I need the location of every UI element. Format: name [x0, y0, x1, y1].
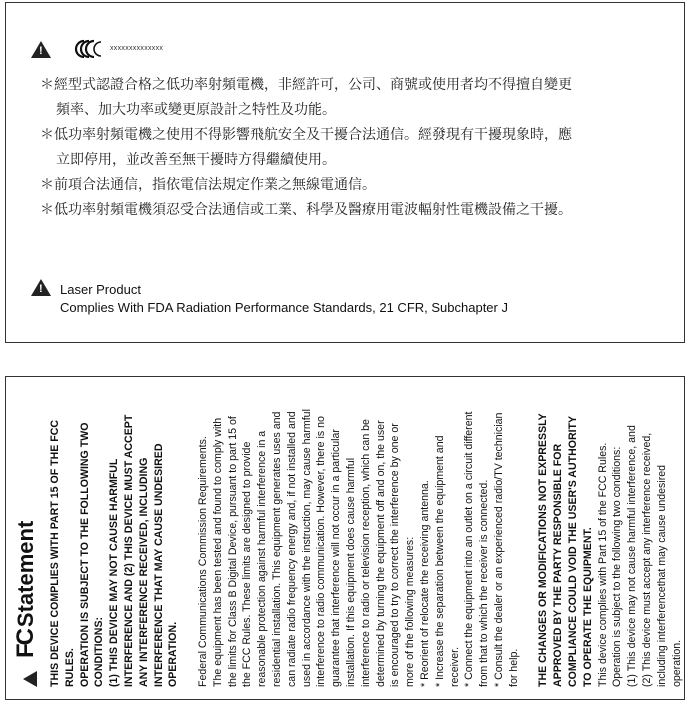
fcc-line: determined by turning the equipment off and on, the user: [374, 420, 387, 687]
ncc-laser-label-panel: [5, 2, 685, 343]
fcc-line: This device complies with Part 15 of the FCC Rules.: [596, 442, 609, 687]
fcc-line: reasonable protection against harmful interference in a: [256, 430, 269, 687]
fcc-line: THE CHANGES OR MODIFICATIONS NOT EXPRESSLY: [537, 413, 550, 687]
fcc-statement-rotated: [12, 377, 683, 687]
fcc-line: CONDITIONS:: [93, 616, 106, 687]
fcc-line: APPROVED BY THE PARTY RESPONSIBLE FOR: [552, 443, 565, 687]
fcc-line: OPERATION IS SUBJECT TO THE FOLLOWING TWO: [78, 422, 91, 687]
fcc-title: Statement: [13, 520, 38, 628]
ncc-line-6: ＊低功率射頻電機須忍受合法通信或工業、科學及醫療用電波輻射性電機設備之干擾。: [40, 202, 572, 218]
fcc-line: (2) This device must accept any interference received,: [641, 432, 653, 687]
laser-compliance-text: Complies With FDA Radiation Performance Standards, 21 CFR, Subchapter J: [60, 300, 508, 315]
fcc-line: OPERATION.: [167, 621, 180, 687]
fcc-line: ANY INTERFERENCE RECEIVED, INCLUDING: [137, 457, 150, 687]
fcc-line: including interferencethat may cause undesired: [655, 464, 668, 687]
ncc-line-2: 頻率、加大功率或變更原設計之特性及功能。: [56, 102, 336, 118]
fcc-line: more of the following measures:: [404, 536, 417, 687]
fcc-warning-icon: [23, 671, 37, 687]
fcc-line: residential installation. This equipment generates uses and: [271, 411, 283, 687]
fcc-line: (1) This device may not cause harmful interference, and: [626, 425, 639, 687]
ncc-line-1: ＊經型式認證合格之低功率射頻電機，非經許可，公司、商號或使用者均不得擅自變更: [40, 77, 572, 93]
fcc-line: the limits for Class B Digital Device, pursuant to part 15 of: [226, 416, 239, 687]
fcc-line: used in accordance with the instruction, may cause harmful: [300, 409, 313, 687]
fcc-line: can radiate radio frequency energy and, if not installed and: [285, 411, 298, 687]
fcc-line: RULES.: [63, 648, 76, 687]
fcc-line: INTERFERENCE AND (2) THIS DEVICE MUST ACCEPT: [123, 414, 135, 687]
warning-triangle-icon: [31, 41, 51, 58]
fcc-line: Federal Communications Commission Requirements.: [197, 436, 209, 687]
fcc-line: * Increase the separation between the equipment and: [433, 435, 446, 687]
fcc-line: COMPLIANCE COULD VOID THE USER'S AUTHORITY: [567, 415, 579, 687]
fcc-line: from that to which the receiver is connected.: [478, 479, 491, 687]
fcc-line: guarantee that interference will not occur in a particular: [330, 429, 343, 687]
fcc-line: * Reorient of relocate the receiving antenna.: [419, 480, 431, 687]
fcc-line: TO OPERATE THE EQUIPMENT.: [581, 527, 594, 687]
fcc-line: interference to radio communication. However, there is no: [315, 416, 328, 687]
fcc-line: interference to radio or television reception, which can be: [359, 419, 372, 687]
fcc-line: INTERFERENCE THAT MAY CAUSE UNDESIRED: [152, 443, 165, 687]
ncc-approval-code: xxxxxxxxxxxxxx: [110, 45, 164, 52]
fcc-line: * Consult the dealer or an experienced radio/TV technician: [493, 412, 505, 687]
fcc-line: receiver.: [448, 646, 461, 687]
fcc-line: * Connect the equipment into an outlet on a circuit different: [463, 411, 476, 687]
ncc-mark-icon: [74, 39, 108, 59]
fcc-line: (1) THIS DEVICE MAY NOT CAUSE HARMFUL: [108, 458, 121, 687]
laser-warning-icon: [31, 279, 51, 296]
fcc-logo: FC: [12, 630, 39, 659]
fcc-line: installation. If this equipment does cause harmful: [345, 457, 357, 687]
fcc-statement-panel: [5, 376, 685, 700]
fcc-line: the FCC Rules. These limits are designed to provide: [241, 441, 254, 687]
fcc-line: is encouraged to try to correct the interference by one or: [389, 423, 402, 687]
ncc-line-5: ＊前項合法通信，指依電信法規定作業之無線電通信。: [40, 177, 376, 193]
fcc-line: operation.: [670, 639, 683, 687]
fcc-line: Operation is subject to the following two conditions:: [611, 446, 624, 687]
fcc-line: The equipment has been tested and found to comply with: [211, 417, 224, 687]
fcc-line: THIS DEVICE COMPLIES WITH PART 15 OF THE FCC: [49, 419, 61, 687]
fcc-line: for help.: [507, 648, 520, 687]
fcc-heading: [12, 520, 39, 687]
ncc-line-4: 立即停用，並改善至無干擾時方得繼續使用。: [56, 152, 336, 168]
laser-product-title: Laser Product: [60, 282, 141, 297]
ncc-line-3: ＊低功率射頻電機之使用不得影響飛航安全及干擾合法通信。經發現有干擾現象時，應: [40, 127, 572, 143]
